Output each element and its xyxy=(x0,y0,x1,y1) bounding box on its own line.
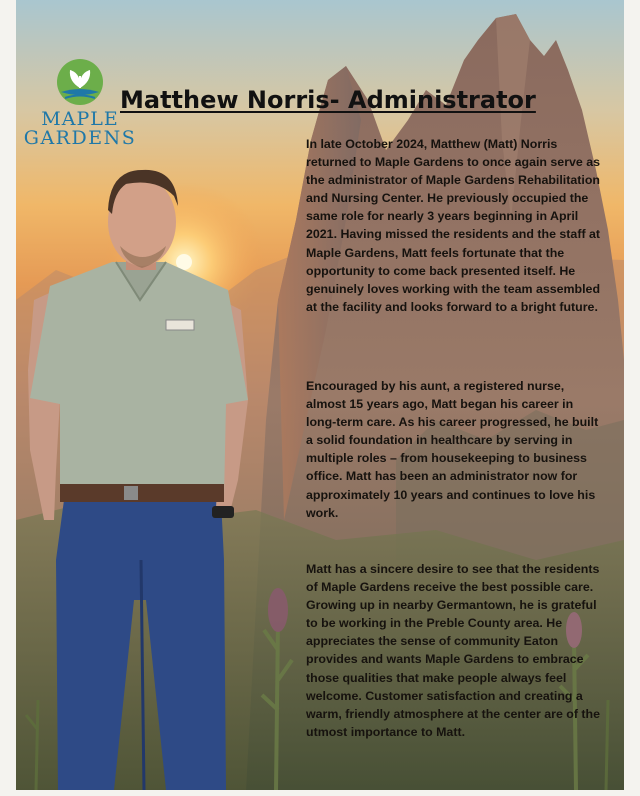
logo-text-maple: MAPLE xyxy=(41,108,119,130)
bio-paragraph-2: Encouraged by his aunt, a registered nurse, almost 15 years ago, Matt began his career in long-term care. As his career progressed, he built a solid foundation in healthcare by serving in multiple roles – from housekeeping to business office. Matt has been an administrator now for approximately 10 years and continues to love his work. xyxy=(306,379,599,520)
bio-paragraph-3: Matt has a sincere desire to see that the residents of Maple Gardens receive the best possible care. Growing up in nearby Germantown, he is grateful to be working in the Preble County area. He appreciates the sense of community Eaton provides and wants Maple Gardens to embrace those qualities that make people always feel welcome. Customer satisfaction and creating a warm, friendly atmosphere at the center are of the utmost importance to Matt. xyxy=(306,562,601,739)
bio-paragraph-1: In late October 2024, Matthew (Matt) Norris returned to Maple Gardens to once again serve as the administrator of Maple Gardens Rehabilitation and Nursing Center. He previously occupied the same role for nearly 3 years beginning in April 2021. Having missed the residents and the staff at Maple Gardens, Matt feels fortunate that the opportunity to come back presented itself. He genuinely loves working with the team assembled at the facility and looks forward to a bright future. xyxy=(306,137,601,314)
flyer-page xyxy=(16,0,624,790)
page-title: Matthew Norris- Administrator xyxy=(120,86,536,114)
logo-text-gardens: GARDENS xyxy=(23,127,137,149)
leaf-sprout-icon xyxy=(55,58,105,106)
